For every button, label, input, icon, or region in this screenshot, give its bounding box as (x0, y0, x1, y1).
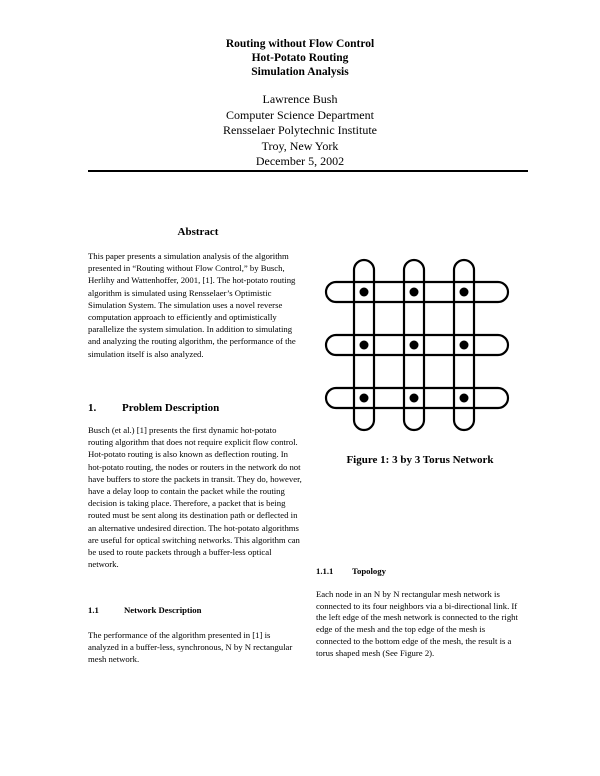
mesh-node (460, 394, 469, 403)
title-line-1: Routing without Flow Control (225, 38, 375, 50)
section-1-1-1-text: Each node in an N by N rectangular mesh network is connected to its four neighbors via a bi-directional link. If the left edge of the mesh network is connected to the right edge of the mesh and the top edge of the mesh is connected to the bottom edge of the mesh, the result is a torus shaped mesh (See Figure 2). (316, 589, 518, 658)
torus-network-figure (312, 250, 522, 440)
section-1-1-1-title: Topology (352, 566, 386, 576)
mesh-node (460, 288, 469, 297)
section-1-1-number: 1.1 (88, 605, 99, 615)
mesh-node (360, 288, 369, 297)
mesh-node (360, 341, 369, 350)
title-line-3: Simulation Analysis (251, 66, 349, 78)
abstract-heading: Abstract (177, 226, 219, 238)
section-1-1-text: The performance of the algorithm presented in [1] is analyzed in a buffer-less, synchronous, N by N rectangular mesh network. (88, 630, 293, 665)
section-1-number: 1. (88, 402, 97, 414)
author-department: Computer Science Department (226, 107, 374, 122)
section-1-1-title: Network Description (124, 605, 202, 615)
section-1-heading (88, 402, 219, 414)
mesh-node (410, 394, 419, 403)
author-date: December 5, 2002 (255, 154, 345, 168)
author-institute: Rensselaer Polytechnic Institute (223, 123, 377, 137)
section-1-1-1-number: 1.1.1 (316, 566, 334, 576)
mesh-node (460, 341, 469, 350)
author-name: Lawrence Bush (262, 92, 338, 106)
author-block (0, 92, 600, 170)
mesh-node (410, 288, 419, 297)
paper-title (0, 37, 600, 79)
author-location: Troy, New York (261, 138, 339, 153)
mesh-node (410, 341, 419, 350)
abstract-text: This paper presents a simulation analysis of the algorithm presented in “Routing without Flow Control,” by Busch, Herlihy and Wattenhoffer, 2001, [1]. The hot-potato routing algorithm is simulated using Rensselaer’s Optimistic Simulation System. The simulation uses a novel reverse computation approach to efficiently and optimistically parallelize the system simulation. In addition to simulating and analyzing the routing algorithm, the performance of the simulation itself is also analyzed. (88, 251, 296, 359)
header-rule (88, 170, 528, 172)
section-1-1-heading (88, 605, 201, 615)
section-1-text: Busch (et al.) [1] presents the first dynamic hot-potato routing algorithm that does not require explicit flow control. Hot-potato routing is also known as deflection routing. In hot-potato routing, the nodes or routers in the network do not have buffers to store the packets in transit. They do, however, have a delay loop to contain the packet while the routing decision is taking place. Therefore, a packet that is being routed must be sent along its destination path or deflected in an alternative undesired direction. The hot-potato algorithms are useful for optical switching networks. This algorithm can be used to route packets through a buffer-less optical network. (88, 425, 302, 570)
title-line-2: Hot-Potato Routing (251, 52, 349, 64)
section-1-1-1-heading (316, 566, 386, 576)
figure-1-caption: Figure 1: 3 by 3 Torus Network (346, 454, 494, 466)
mesh-node (360, 394, 369, 403)
section-1-title: Problem Description (122, 402, 220, 414)
